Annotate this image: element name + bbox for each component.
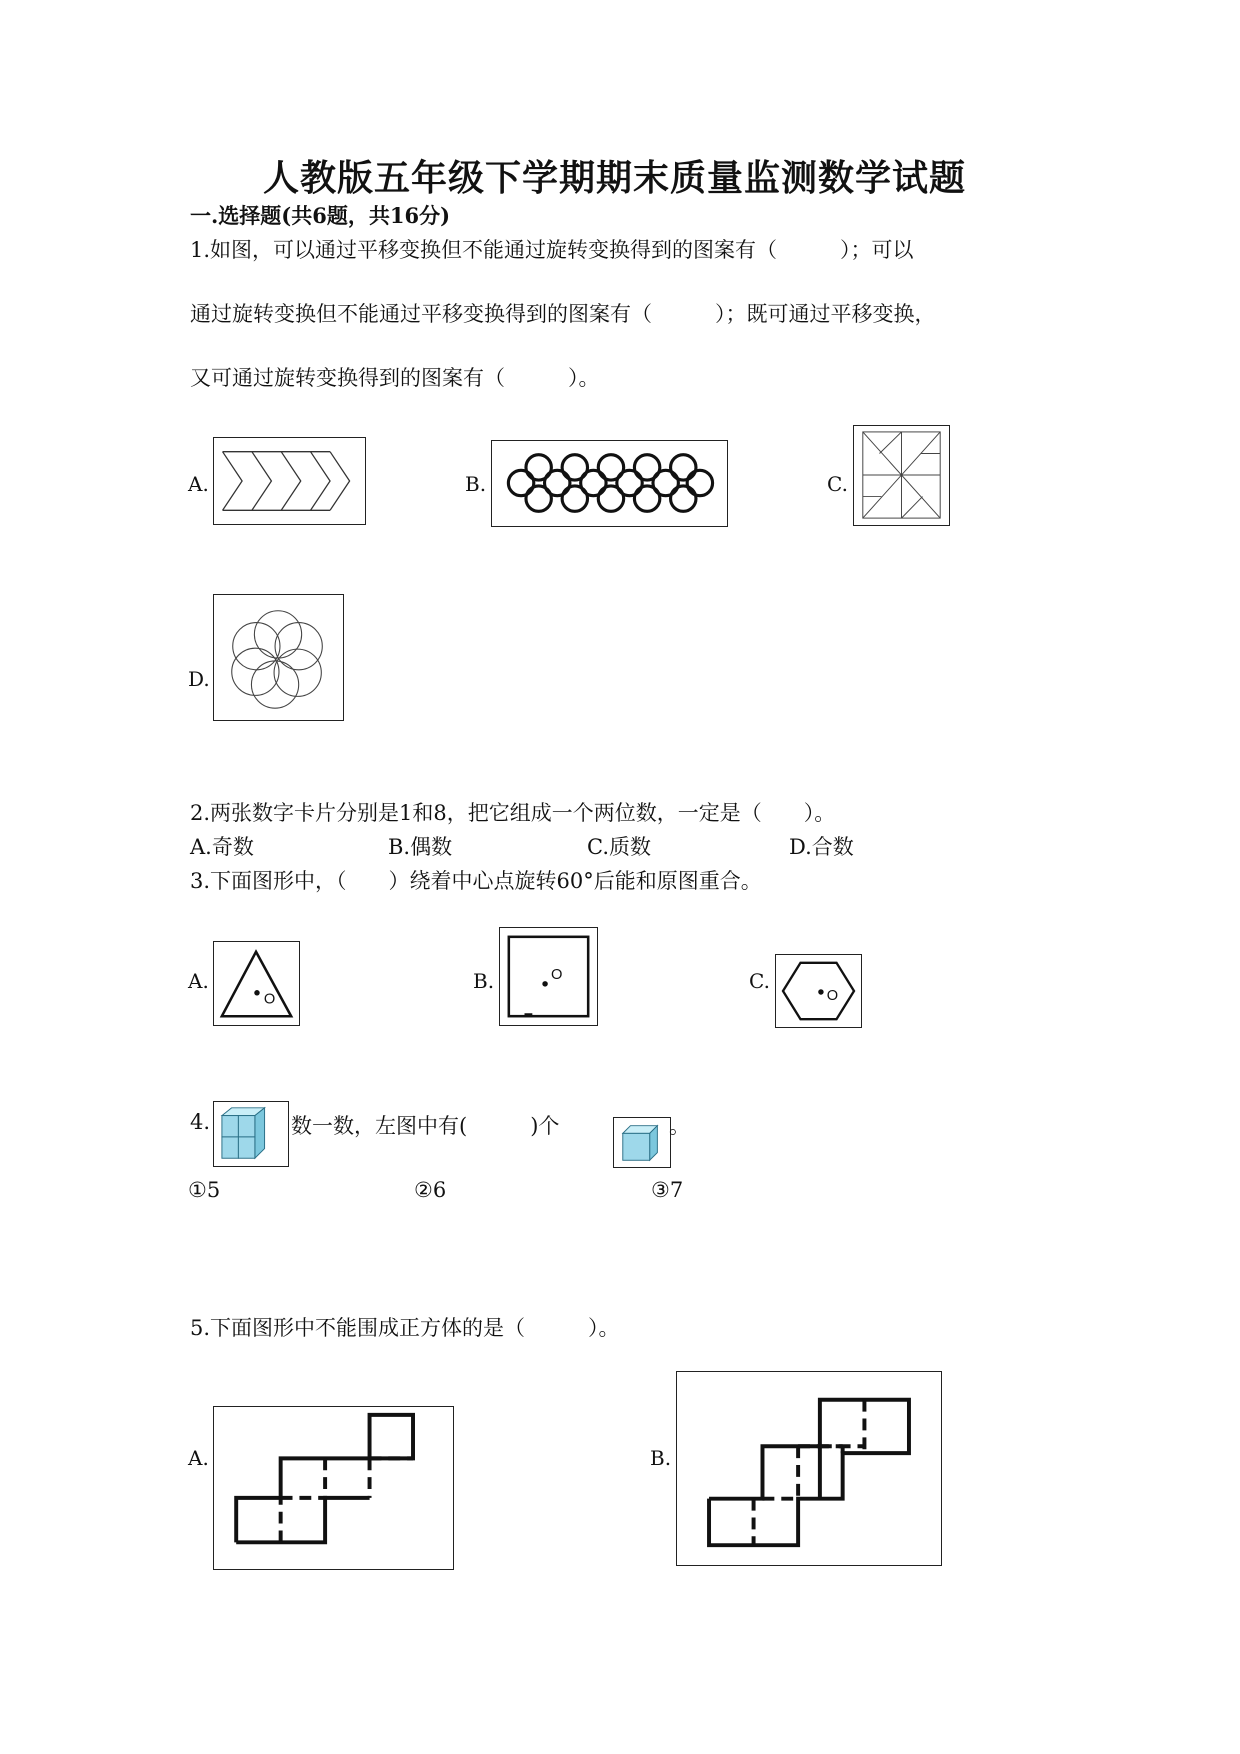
q1-figure-b-circle-chain (491, 440, 728, 527)
q1-option-d-label[interactable]: D. (188, 667, 210, 691)
q4-cube-stack-figure (213, 1101, 289, 1167)
q3-a-center-label: O (263, 991, 276, 1008)
q3-figure-a-triangle (213, 941, 300, 1026)
q5-text: 5.下面图形中不能围成正方体的是（ ）。 (190, 1316, 620, 1340)
q2-option-d[interactable]: D.合数 (789, 835, 854, 859)
q4-number: 4. (190, 1110, 211, 1134)
q4-option-2[interactable]: ②6 (414, 1178, 447, 1202)
page-title: 人教版五年级下学期期末质量监测数学试题 (263, 157, 967, 199)
q1-option-a-label[interactable]: A. (188, 472, 209, 496)
q1-option-c-label[interactable]: C. (827, 472, 848, 496)
q4-text: 数一数，左图中有( )个 (291, 1114, 560, 1138)
q3-b-center-label: O (550, 966, 563, 983)
q3-b-center-dot (542, 981, 547, 986)
q4-option-3[interactable]: ③7 (651, 1178, 684, 1202)
q4-text-end: 。 (669, 1114, 690, 1138)
q3-option-c-label[interactable]: C. (749, 969, 770, 993)
q1-option-b-label[interactable]: B. (465, 472, 487, 496)
q2-text: 2.两张数字卡片分别是1和8，把它组成一个两位数，一定是（ ）。 (190, 801, 836, 825)
q1-line3: 又可通过旋转变换得到的图案有（ ）。 (190, 366, 600, 390)
q1-line2: 通过旋转变换但不能通过平移变换得到的图案有（ ）；既可通过平移变换， (190, 302, 936, 326)
q2-option-c[interactable]: C.质数 (587, 835, 651, 859)
q5-option-a-label[interactable]: A. (188, 1446, 209, 1470)
q3-a-center-dot (254, 990, 259, 995)
q5-net-b (676, 1371, 942, 1566)
q5-option-b-label[interactable]: B. (650, 1446, 672, 1470)
q2-option-b[interactable]: B.偶数 (388, 835, 453, 859)
q4-unit-cube-icon (613, 1117, 671, 1168)
q3-c-center-label: O (826, 987, 839, 1004)
q1-figure-d-flower (213, 594, 344, 721)
q3-option-b-label[interactable]: B. (473, 969, 495, 993)
q1-figure-c-pinwheel (853, 425, 950, 526)
q5-net-a (213, 1406, 454, 1570)
q1-line1: 1.如图，可以通过平移变换但不能通过旋转变换得到的图案有（ ）；可以 (190, 238, 914, 262)
q3-c-center-dot (818, 989, 823, 994)
section-heading: 一.选择题(共6题，共16分) (190, 203, 451, 228)
q1-figure-a-chevrons (213, 437, 366, 525)
q3-figure-c-hexagon (775, 954, 862, 1028)
q2-option-a[interactable]: A.奇数 (190, 835, 254, 859)
q3-option-a-label[interactable]: A. (188, 969, 209, 993)
q3-text: 3.下面图形中，（ ）绕着中心点旋转60°后能和原图重合。 (190, 869, 762, 893)
q3-figure-b-square (499, 927, 598, 1026)
q4-option-1[interactable]: ①5 (188, 1178, 221, 1202)
